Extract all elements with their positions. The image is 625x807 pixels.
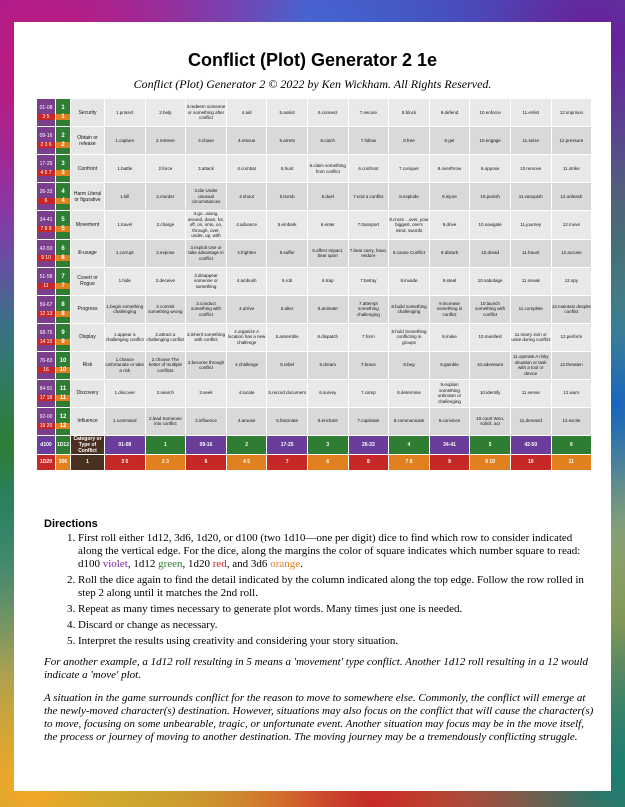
direction-step: 3. Repeat as many times necessary to generate plot words. Many times just one is needed.	[78, 603, 598, 616]
plot-word-cell: 3.redeem someone or something after conflict	[186, 99, 227, 127]
category-label: ill-usage	[71, 239, 105, 267]
plot-word-cell: 6.dispatch	[307, 323, 348, 351]
plot-word-cell: 4.arouse	[226, 407, 267, 435]
page-title: Conflict (Plot) Generator 2 1e	[187, 50, 438, 70]
plot-word-cell: 7.secure	[348, 99, 389, 127]
category-label: Covert or Rogue	[71, 267, 105, 295]
plot-word-cell: 5.assist	[267, 99, 308, 127]
plot-word-cell: 2.help	[145, 99, 186, 127]
plot-word-cell: 1.hide	[105, 267, 146, 295]
category-label: Security	[71, 99, 105, 127]
plot-word-cell: 4.ambush	[226, 267, 267, 295]
plot-word-cell: 6.survey	[307, 379, 348, 407]
dice-key-cell: 2	[226, 435, 267, 454]
plot-word-cell: 10.identify	[470, 379, 511, 407]
plot-word-cell: 2.choose The better of multiple conflicts	[145, 351, 186, 379]
plot-word-cell: 5.arrest	[267, 127, 308, 155]
category-label: Confront	[71, 155, 105, 183]
category-label: Obtain or release	[71, 127, 105, 155]
plot-word-cell: 2.attract a challenging conflict	[145, 323, 186, 351]
plot-word-cell: 9.convince	[429, 407, 470, 435]
plot-word-cell: 4.organize A location has a new challenge	[226, 323, 267, 351]
d12-number: 3 3	[56, 155, 71, 183]
d100-range: 26-33 6	[37, 183, 56, 211]
plot-word-cell: 11.enlist	[510, 99, 551, 127]
table-row	[37, 295, 592, 323]
plot-word-cell: 4.shoot	[226, 183, 267, 211]
document-page	[14, 22, 611, 791]
dice-key-cell: 26-33	[348, 435, 389, 454]
plot-word-cell: 3.exploit Use or take advantage in conflict	[186, 239, 227, 267]
plot-word-cell: 7.brave	[348, 351, 389, 379]
dice-key-cell: 1D20	[37, 454, 56, 470]
plot-word-cell: 11.seize	[510, 127, 551, 155]
plot-word-cell: 5.assemble	[267, 323, 308, 351]
plot-word-cell: 1.discover	[105, 379, 146, 407]
plot-word-cell: 5.rob	[267, 267, 308, 295]
dice-key-cell: 2 3	[145, 454, 186, 470]
plot-word-cell: 10.enforce	[470, 99, 511, 127]
plot-word-cell: 12.move	[551, 211, 592, 240]
plot-word-cell: 1.battle	[105, 155, 146, 183]
d12-number: 12 12	[56, 407, 71, 435]
d100-range: 51-58 11	[37, 267, 56, 295]
d100-range: 17-25 4 5 7	[37, 155, 56, 183]
category-label: Discovery	[71, 379, 105, 407]
plot-word-cell: 11.haunt	[510, 239, 551, 267]
d12-number: 1 1	[56, 99, 71, 127]
plot-word-cell: 6.connect	[307, 99, 348, 127]
d100-range: 84-91 17 18	[37, 379, 56, 407]
plot-word-cell: 2.retrieve	[145, 127, 186, 155]
plot-word-cell: 10.launch something with conflict	[470, 295, 511, 323]
plot-word-cell: 11.journey	[510, 211, 551, 240]
dice-key-cell: 9 10	[470, 454, 511, 470]
plot-word-cell: 7.conquer	[389, 155, 430, 183]
plot-word-cell: 7.transport	[348, 211, 389, 240]
dice-key-cell: 1D12	[56, 435, 71, 454]
plot-word-cell: 8.determine	[389, 379, 430, 407]
plot-word-cell: 12.accuse	[551, 239, 592, 267]
table-row	[37, 155, 592, 183]
dice-key-cell: 3	[307, 435, 348, 454]
plot-word-cell: 6.claim something from conflict	[307, 155, 348, 183]
dice-key-cell: 4	[389, 435, 430, 454]
plot-word-cell: 10.dread	[470, 239, 511, 267]
plot-word-cell: 11.demand	[510, 407, 551, 435]
dice-key-cell: 42-50	[510, 435, 551, 454]
plot-word-cell: 3.disappear someone or something	[186, 267, 227, 295]
plot-word-cell: 6.enchant	[307, 407, 348, 435]
plot-word-cell: 2.commit something wrong	[145, 295, 186, 323]
plot-word-cell: 6.enter	[307, 211, 348, 240]
plot-word-cell: 12.maintain despite conflict	[551, 295, 592, 323]
direction-step: 4. Discard or change as necessary.	[78, 619, 598, 632]
plot-word-cell: 3.attack	[186, 155, 227, 183]
plot-word-cell: 3.become through conflict	[186, 351, 227, 379]
d100-range: 34-41 7 8 9	[37, 211, 56, 240]
d12-number: 7 7	[56, 267, 71, 295]
direction-step: 5. Interpret the results using creativity and considering your story situation.	[78, 635, 598, 648]
dice-key-cell: 10	[510, 454, 551, 470]
d12-number: 6 6	[56, 239, 71, 267]
dice-key-cell: 4 5	[226, 454, 267, 470]
plot-word-cell: 6.affect Impact, bear upon	[307, 239, 348, 267]
plot-word-cell: 4.challenge	[226, 351, 267, 379]
dice-key-cell: 6	[551, 435, 592, 454]
plot-word-cell: 12.imprison	[551, 99, 592, 127]
dice-key-row	[37, 435, 592, 454]
dice-key-cell: 01-08	[105, 435, 146, 454]
table-row	[37, 407, 592, 435]
plot-word-cell: 1.begin something challenging	[105, 295, 146, 323]
dice-key-cell: 1	[145, 435, 186, 454]
plot-word-cell: 10.sabotage	[470, 267, 511, 295]
plot-word-cell: 8.free	[389, 127, 430, 155]
plot-word-cell: 7.captivate	[348, 407, 389, 435]
plot-word-cell: 7.betray	[348, 267, 389, 295]
plot-word-cell: 7.follow	[348, 127, 389, 155]
direction-step: 2. Roll the dice again to find the detail indicated by the column indicated along the top edge. Follow the row rolled in step 2 along until it matches the 2nd roll.	[78, 574, 598, 600]
plot-word-cell: 5.record document	[267, 379, 308, 407]
plot-word-cell: 8.explode	[389, 183, 430, 211]
plot-word-cell: 4.advance	[226, 211, 267, 240]
plot-word-cell: 11.sneak	[510, 267, 551, 295]
plot-word-cell: 5.embark	[267, 211, 308, 240]
plot-word-cell: 8.cross ...over, your biggest, one's mind, swords	[389, 211, 430, 240]
plot-word-cell: 12.threaten	[551, 351, 592, 379]
plot-word-cell: 2.expose	[145, 239, 186, 267]
plot-word-cell: 1.travel	[105, 211, 146, 240]
plot-word-cell: 11.vanquish	[510, 183, 551, 211]
plot-word-cell: 3.go...along, around, down, for, off, on, onto, on, through, over, under, up, with	[186, 211, 227, 240]
plot-word-cell: 6.dream	[307, 351, 348, 379]
plot-word-cell: 11.sense	[510, 379, 551, 407]
plot-word-cell: 12.unleash	[551, 183, 592, 211]
plot-word-cell: 4.arrive	[226, 295, 267, 323]
plot-word-cell: 5.rebel	[267, 351, 308, 379]
plot-word-cell: 6.catch	[307, 127, 348, 155]
plot-word-cell: 5.fascinate	[267, 407, 308, 435]
plot-word-cell: 6.duel	[307, 183, 348, 211]
plot-word-cell: 8.communicate	[389, 407, 430, 435]
plot-word-cell: 5.bomb	[267, 183, 308, 211]
plot-word-cell: 1.chance Unfortunate or take a risk	[105, 351, 146, 379]
plot-word-cell: 11.strike	[551, 155, 592, 183]
plot-word-cell: 2.search	[145, 379, 186, 407]
plot-word-cell: 2.charge	[145, 211, 186, 240]
plot-word-cell: 8.hold Something conflicting in groups	[389, 323, 430, 351]
plot-word-cell: 3.seek	[186, 379, 227, 407]
category-label: Movement	[71, 211, 105, 240]
plot-word-cell: 7.bear carry, have, endure	[348, 239, 389, 267]
plot-word-cell: 9.injure	[429, 183, 470, 211]
dice-key-row	[37, 454, 592, 470]
plot-word-cell: 1.capture	[105, 127, 146, 155]
category-label: Display	[71, 323, 105, 351]
d100-range: 68-75 14 15	[37, 323, 56, 351]
plot-word-cell: 1.protect	[105, 99, 146, 127]
plot-word-cell: 11.operate A risky situation or task with a tool or device	[510, 351, 551, 379]
plot-word-cell: 3.die Under unusual circumstances	[186, 183, 227, 211]
d100-range: 92-00 19 20	[37, 407, 56, 435]
d100-range: 42-50 9 10	[37, 239, 56, 267]
plot-word-cell: 7.form	[348, 323, 389, 351]
plot-word-cell: 10.engage	[470, 127, 511, 155]
table-row	[37, 351, 592, 379]
plot-word-cell: 10.punish	[470, 183, 511, 211]
plot-word-cell: 2.lead Someone into conflict	[145, 407, 186, 435]
plot-word-cell: 12.pressure	[551, 127, 592, 155]
plot-word-cell: 4.frighten	[226, 239, 267, 267]
plot-word-cell: 12.perform	[551, 323, 592, 351]
dice-key-cell: 6	[186, 454, 227, 470]
d12-number: 2 2	[56, 127, 71, 155]
plot-word-cell: 8.beg	[389, 351, 430, 379]
d100-range: 01-08 3 5	[37, 99, 56, 127]
plot-word-cell: 9.gamble	[429, 351, 470, 379]
table-row	[37, 267, 592, 295]
d12-number: 11 11	[56, 379, 71, 407]
plot-word-cell: 8.overthrow	[429, 155, 470, 183]
table-row	[37, 379, 592, 407]
plot-word-cell: 3.conduct something with conflict	[186, 295, 227, 323]
plot-word-cell: 1.command	[105, 407, 146, 435]
d12-number: 4 4	[56, 183, 71, 211]
plot-word-cell: 6.animate	[307, 295, 348, 323]
plot-word-cell: 7.end a conflict	[348, 183, 389, 211]
d12-number: 8 8	[56, 295, 71, 323]
plot-word-cell: 6.confront	[348, 155, 389, 183]
plot-word-cell: 3.chase	[186, 127, 227, 155]
dice-key-cell: 306	[56, 454, 71, 470]
plot-word-cell: 12.warn	[551, 379, 592, 407]
plot-word-cell: 9.steal	[429, 267, 470, 295]
dice-key-cell: d100	[37, 435, 56, 454]
dice-key-cell: 3 5	[105, 454, 146, 470]
d100-range: 09-16 2 3 6	[37, 127, 56, 155]
dice-key-cell: 9	[429, 454, 470, 470]
conflict-table	[36, 98, 592, 471]
dice-key-cell: 17-25	[267, 435, 308, 454]
plot-word-cell: 10.remove	[510, 155, 551, 183]
table-row	[37, 99, 592, 127]
plot-word-cell: 8.build something challenging	[389, 295, 430, 323]
dice-key-cell: 1	[71, 454, 105, 470]
direction-step: 1. First roll either 1d12, 3d6, 1d20, or d100 (two 1d10—one per digit) dice to find which row to consider indicated along the vertical edge. For the dice, along the margins the color of square indicates which number square to read: d100 violet, 1d12 green, 1d20 red, and 3d6 orange.	[78, 532, 598, 571]
plot-word-cell: 5.hunt	[267, 155, 308, 183]
dice-key-cell: 11	[551, 454, 592, 470]
plot-word-cell: 9.defend	[429, 99, 470, 127]
dice-key-cell: 7	[267, 454, 308, 470]
copyright-line: Conflict (Plot) Generator 2 © 2022 by Ken Wickham. All Rights Reserved.	[133, 77, 492, 91]
plot-word-cell: 3.influence	[186, 407, 227, 435]
plot-word-cell: 10.manifest	[470, 323, 511, 351]
plot-word-cell: 12.spy	[551, 267, 592, 295]
plot-word-cell: 2.deceive	[145, 267, 186, 295]
plot-word-cell: 4.combat	[226, 155, 267, 183]
plot-word-cell: 9.drive	[429, 211, 470, 240]
plot-word-cell: 9.oppose	[470, 155, 511, 183]
table-row	[37, 127, 592, 155]
plot-word-cell: 5.suffer	[267, 239, 308, 267]
plot-word-cell: 10.court Woo, solicit, act	[470, 407, 511, 435]
table-row	[37, 323, 592, 351]
d100-range: 59-67 12 13	[37, 295, 56, 323]
dice-key-cell: 34-41	[429, 435, 470, 454]
category-label: Risk	[71, 351, 105, 379]
plot-word-cell: 11.complete	[510, 295, 551, 323]
plot-word-cell: 11.marry Join or unite during conflict	[510, 323, 551, 351]
d100-range: 76-83 16	[37, 351, 56, 379]
plot-word-cell: 10.navigate	[470, 211, 511, 240]
category-label: Harm Literal or figurative	[71, 183, 105, 211]
plot-word-cell: 7.camp	[348, 379, 389, 407]
situation-paragraph: A situation in the game surrounds conflict for the reason to move to somewhere else. Commonly, the conflict will emerge at the newly-moved character(s) destination. However, situations may also focus on the conflict that will cause the character(s) to move, focusing on some unbearable, tragic, or unfortunate event. Another situation may focus may be in the move itself, the process or journey of moving to another destination. The moving journey may be a tremendously conflicting struggle.	[44, 692, 594, 743]
category-label: Influence	[71, 407, 105, 435]
plot-word-cell: 3.inherit something with conflict	[186, 323, 227, 351]
directions-heading: Directions	[44, 518, 98, 530]
dice-key-cell: 5	[470, 435, 511, 454]
plot-word-cell: 2.murder	[145, 183, 186, 211]
plot-word-cell: 2.force	[145, 155, 186, 183]
plot-word-cell: 4.locate	[226, 379, 267, 407]
plot-word-cell: 8.block	[389, 99, 430, 127]
d12-number: 10 10	[56, 351, 71, 379]
plot-word-cell: 6.trap	[307, 267, 348, 295]
dice-key-cell: 7 8	[389, 454, 430, 470]
example-paragraph: For another example, a 1d12 roll resulting in 5 means a 'movement' type conflict. Another 1d12 roll resulting in a 12 would indicate a 'move' plot.	[44, 656, 588, 681]
plot-word-cell: 9.increase something in conflict	[429, 295, 470, 323]
plot-word-cell: 10.adventure	[470, 351, 511, 379]
d12-number: 9 9	[56, 323, 71, 351]
plot-word-cell: 1.corrupt	[105, 239, 146, 267]
plot-word-cell: 5.alter	[267, 295, 308, 323]
plot-word-cell: 1.appear a challenging conflict	[105, 323, 146, 351]
dice-key-cell: 6	[307, 454, 348, 470]
plot-word-cell: 9.disturb	[429, 239, 470, 267]
table-row	[37, 239, 592, 267]
table-row	[37, 211, 592, 240]
plot-word-cell: 8.invade	[389, 267, 430, 295]
directions-list	[58, 532, 598, 651]
plot-word-cell: 9.get	[429, 127, 470, 155]
plot-word-cell: 4.aid	[226, 99, 267, 127]
d12-number: 5 5	[56, 211, 71, 240]
plot-word-cell: 7.attempt something challenging	[348, 295, 389, 323]
plot-word-cell: 1.kill	[105, 183, 146, 211]
dice-key-cell: Category or Type of Conflict	[71, 435, 105, 454]
table-row	[37, 183, 592, 211]
dice-key-cell: 8	[348, 454, 389, 470]
plot-word-cell: 4.rescue	[226, 127, 267, 155]
plot-word-cell: 12.excite	[551, 407, 592, 435]
plot-word-cell: 8.cause Conflict	[389, 239, 430, 267]
plot-word-cell: 9.explain something unknown or challenging	[429, 379, 470, 407]
category-label: Progress	[71, 295, 105, 323]
dice-key-cell: 09-16	[186, 435, 227, 454]
plot-word-cell: 9.make	[429, 323, 470, 351]
